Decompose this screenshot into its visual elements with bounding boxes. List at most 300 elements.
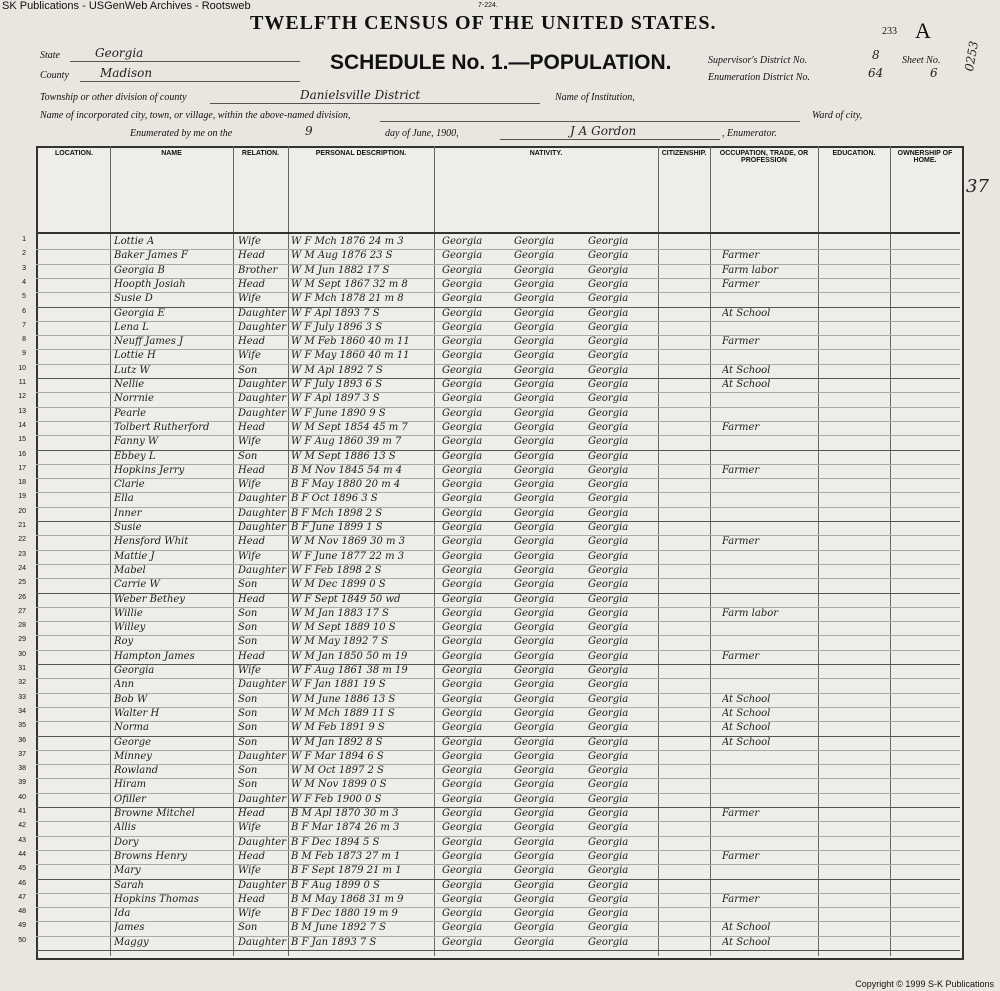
personal-description: W F July 1893 6 S — [291, 379, 383, 390]
birthplace-father: Georgia — [514, 450, 555, 462]
enumerator-label: , Enumerator. — [722, 128, 777, 139]
birthplace-person: Georgia — [442, 493, 483, 505]
personal-description: B M June 1892 7 S — [291, 922, 386, 934]
personal-description: W F Mch 1876 24 m 3 — [291, 236, 404, 247]
birthplace-mother: Georgia — [588, 350, 629, 362]
birthplace-person: Georgia — [442, 722, 483, 734]
birthplace-mother: Georgia — [588, 321, 629, 333]
birthplace-father: Georgia — [514, 264, 555, 276]
relation: Son — [238, 922, 258, 934]
birthplace-mother: Georgia — [588, 850, 629, 862]
personal-description: W M Sept 1886 13 S — [291, 450, 396, 462]
birthplace-mother: Georgia — [588, 636, 629, 648]
birthplace-person: Georgia — [442, 736, 483, 748]
birthplace-mother: Georgia — [588, 307, 629, 319]
row-number: 42 — [18, 822, 26, 830]
birthplace-person: Georgia — [442, 636, 483, 648]
relation: Son — [238, 450, 258, 462]
row-number: 48 — [18, 908, 26, 916]
birthplace-mother: Georgia — [588, 865, 629, 877]
birthplace-mother: Georgia — [588, 936, 629, 948]
birthplace-father: Georgia — [514, 379, 555, 390]
occupation: At School — [722, 379, 771, 390]
birthplace-father: Georgia — [514, 793, 555, 805]
row-number: 2 — [22, 250, 26, 258]
birthplace-father: Georgia — [514, 350, 555, 362]
person-name: Hiram — [114, 779, 147, 791]
person-name: Willey — [114, 622, 146, 634]
birthplace-father: Georgia — [514, 336, 555, 348]
relation: Head — [238, 893, 266, 905]
row-number: 15 — [18, 436, 26, 444]
relation: Daughter — [238, 393, 286, 405]
birthplace-person: Georgia — [442, 707, 483, 719]
sheet-value: 6 — [930, 66, 938, 80]
sheet-letter: A — [915, 18, 931, 43]
birthplace-father: Georgia — [514, 436, 555, 448]
birthplace-mother: Georgia — [588, 593, 629, 605]
row-number: 14 — [18, 421, 26, 429]
birthplace-person: Georgia — [442, 564, 483, 576]
person-name: Norrnie — [114, 393, 154, 405]
birthplace-person: Georgia — [442, 264, 483, 276]
birthplace-person: Georgia — [442, 607, 483, 619]
row-number: 8 — [22, 336, 26, 344]
person-name: Carrie W — [114, 579, 160, 591]
birthplace-father: Georgia — [514, 836, 555, 848]
birthplace-mother: Georgia — [588, 808, 629, 819]
stamp-number: 0253 — [962, 39, 982, 73]
row-number: 22 — [18, 536, 26, 544]
personal-description: B M Feb 1873 27 m 1 — [291, 850, 401, 862]
relation: Wife — [238, 550, 261, 562]
birthplace-mother: Georgia — [588, 722, 629, 734]
person-name: Roy — [114, 636, 134, 648]
person-name: Neuff James J — [114, 336, 184, 348]
personal-description: W M Dec 1899 0 S — [291, 579, 386, 591]
row-number: 35 — [18, 722, 26, 730]
enumeration-label: Enumeration District No. — [708, 72, 810, 83]
birthplace-father: Georgia — [514, 736, 555, 748]
schedule-title: SCHEDULE No. 1.—POPULATION. — [330, 51, 672, 74]
relation: Head — [238, 808, 266, 819]
site-header: SK Publications - USGenWeb Archives - Rootsweb — [2, 0, 251, 12]
personal-description: W M Sept 1854 45 m 7 — [291, 421, 408, 433]
relation: Head — [238, 336, 266, 348]
row-number: 9 — [22, 350, 26, 358]
birthplace-father: Georgia — [514, 236, 555, 247]
row-number: 23 — [18, 550, 26, 558]
relation: Daughter — [238, 379, 286, 390]
birthplace-father: Georgia — [514, 564, 555, 576]
relation: Wife — [238, 293, 261, 305]
personal-description: W M Feb 1891 9 S — [291, 722, 385, 734]
person-name: Sarah — [114, 879, 144, 891]
birthplace-father: Georgia — [514, 364, 555, 376]
birthplace-father: Georgia — [514, 722, 555, 734]
section-personal: PERSONAL DESCRIPTION. — [315, 150, 407, 157]
birthplace-mother: Georgia — [588, 436, 629, 448]
row-number: 31 — [18, 665, 26, 672]
person-name: Mattie J — [114, 550, 155, 562]
row-number: 47 — [18, 893, 26, 901]
personal-description: W F Feb 1900 0 S — [291, 793, 382, 805]
section-education: EDUCATION. — [832, 150, 876, 157]
personal-description: W F Mch 1878 21 m 8 — [291, 293, 404, 305]
township-label: Township or other division of county — [40, 92, 187, 103]
relation: Wife — [238, 822, 261, 834]
person-name: Hensford Whit — [114, 536, 189, 548]
margin-note: 37 — [966, 176, 989, 197]
row-number: 25 — [18, 579, 26, 587]
birthplace-father: Georgia — [514, 922, 555, 934]
row-number: 21 — [18, 522, 26, 529]
person-name: Ella — [114, 493, 134, 505]
personal-description: W F July 1896 3 S — [291, 321, 383, 333]
person-name: Lottie A — [114, 236, 155, 247]
birthplace-mother: Georgia — [588, 665, 629, 676]
birthplace-person: Georgia — [442, 379, 483, 390]
birthplace-person: Georgia — [442, 522, 483, 533]
section-relation: RELATION. — [241, 150, 280, 157]
personal-description: W M Jan 1883 17 S — [291, 607, 389, 619]
relation: Wife — [238, 665, 261, 676]
personal-description: W M Sept 1867 32 m 8 — [291, 278, 408, 290]
row-number: 18 — [18, 479, 26, 487]
birthplace-father: Georgia — [514, 707, 555, 719]
personal-description: B M May 1868 31 m 9 — [291, 893, 404, 905]
relation: Head — [238, 464, 266, 476]
personal-description: W F Jan 1881 19 S — [291, 679, 386, 691]
row-number: 26 — [18, 593, 26, 601]
birthplace-mother: Georgia — [588, 364, 629, 376]
occupation: Farmer — [722, 250, 760, 262]
personal-description: B F Mar 1874 26 m 3 — [291, 822, 400, 834]
birthplace-mother: Georgia — [588, 507, 629, 519]
day-value: 9 — [305, 124, 313, 138]
birthplace-person: Georgia — [442, 808, 483, 819]
birthplace-mother: Georgia — [588, 421, 629, 433]
personal-description: W M Jan 1850 50 m 19 — [291, 650, 408, 662]
person-name: Lottie H — [114, 350, 156, 362]
personal-description: W M Apl 1892 7 S — [291, 364, 383, 376]
birthplace-person: Georgia — [442, 507, 483, 519]
personal-description: W M May 1892 7 S — [291, 636, 388, 648]
section-name: NAME — [161, 150, 182, 157]
birthplace-mother: Georgia — [588, 922, 629, 934]
person-name: Pearle — [114, 407, 147, 419]
birthplace-person: Georgia — [442, 336, 483, 348]
birthplace-father: Georgia — [514, 779, 555, 791]
birthplace-father: Georgia — [514, 650, 555, 662]
birthplace-person: Georgia — [442, 393, 483, 405]
personal-description: W M Mch 1889 11 S — [291, 707, 395, 719]
occupation: Farmer — [722, 464, 760, 476]
birthplace-person: Georgia — [442, 350, 483, 362]
personal-description: W F Feb 1898 2 S — [291, 564, 382, 576]
day-of-label: day of June, 1900, — [385, 128, 459, 139]
relation: Daughter — [238, 321, 286, 333]
birthplace-mother: Georgia — [588, 236, 629, 247]
birthplace-person: Georgia — [442, 679, 483, 691]
personal-description: B F Mch 1898 2 S — [291, 507, 383, 519]
birthplace-father: Georgia — [514, 493, 555, 505]
row-number: 30 — [18, 650, 26, 658]
row-number: 43 — [18, 836, 26, 844]
birthplace-father: Georgia — [514, 293, 555, 305]
birthplace-father: Georgia — [514, 665, 555, 676]
birthplace-person: Georgia — [442, 236, 483, 247]
person-name: Mabel — [114, 564, 146, 576]
birthplace-father: Georgia — [514, 479, 555, 491]
state-label: State — [40, 50, 60, 61]
row-number: 11 — [18, 379, 26, 386]
occupation: Farmer — [722, 650, 760, 662]
row-number: 1 — [22, 236, 26, 243]
page-number: 233 — [882, 26, 897, 37]
birthplace-father: Georgia — [514, 622, 555, 634]
personal-description: B M Nov 1845 54 m 4 — [291, 464, 403, 476]
birthplace-person: Georgia — [442, 779, 483, 791]
relation: Daughter — [238, 522, 286, 533]
birthplace-person: Georgia — [442, 536, 483, 548]
personal-description: W F Aug 1861 38 m 19 — [291, 665, 408, 676]
birthplace-mother: Georgia — [588, 522, 629, 533]
birthplace-father: Georgia — [514, 865, 555, 877]
occupation: At School — [722, 722, 771, 734]
birthplace-mother: Georgia — [588, 908, 629, 920]
relation: Daughter — [238, 564, 286, 576]
relation: Wife — [238, 236, 261, 247]
birthplace-father: Georgia — [514, 393, 555, 405]
enumeration-value: 64 — [868, 66, 884, 80]
person-name: Rowland — [114, 765, 159, 777]
birthplace-mother: Georgia — [588, 622, 629, 634]
personal-description: W F Aug 1860 39 m 7 — [291, 436, 402, 448]
row-number: 5 — [22, 293, 26, 301]
birthplace-mother: Georgia — [588, 650, 629, 662]
personal-description: B F Oct 1896 3 S — [291, 493, 378, 505]
relation: Son — [238, 579, 258, 591]
personal-description: W F Sept 1849 50 wd — [291, 593, 401, 605]
relation: Daughter — [238, 793, 286, 805]
row-number: 32 — [18, 679, 26, 687]
section-nativity: NATIVITY. — [529, 150, 563, 157]
row-number: 36 — [18, 736, 26, 744]
birthplace-father: Georgia — [514, 765, 555, 777]
row-number: 46 — [18, 879, 26, 887]
birthplace-mother: Georgia — [588, 407, 629, 419]
birthplace-father: Georgia — [514, 507, 555, 519]
birthplace-mother: Georgia — [588, 250, 629, 262]
person-name: Maggy — [114, 936, 149, 948]
birthplace-mother: Georgia — [588, 836, 629, 848]
birthplace-person: Georgia — [442, 407, 483, 419]
birthplace-person: Georgia — [442, 922, 483, 934]
personal-description: W F June 1890 9 S — [291, 407, 386, 419]
relation: Son — [238, 736, 258, 748]
person-name: Fanny W — [114, 436, 159, 448]
relation: Daughter — [238, 936, 286, 948]
personal-description: B F Dec 1894 5 S — [291, 836, 380, 848]
relation: Daughter — [238, 879, 286, 891]
birthplace-father: Georgia — [514, 879, 555, 891]
personal-description: W F June 1877 22 m 3 — [291, 550, 405, 562]
relation: Son — [238, 607, 258, 619]
relation: Head — [238, 536, 266, 548]
birthplace-person: Georgia — [442, 865, 483, 877]
row-number: 37 — [18, 750, 26, 758]
relation: Son — [238, 779, 258, 791]
birthplace-person: Georgia — [442, 793, 483, 805]
personal-description: W F Apl 1893 7 S — [291, 307, 380, 319]
birthplace-person: Georgia — [442, 593, 483, 605]
relation: Daughter — [238, 679, 286, 691]
birthplace-mother: Georgia — [588, 278, 629, 290]
person-name: Minney — [114, 750, 152, 762]
row-number: 45 — [18, 865, 26, 873]
person-name: Browns Henry — [114, 850, 187, 862]
enumerated-label: Enumerated by me on the — [130, 128, 233, 139]
relation: Daughter — [238, 750, 286, 762]
relation: Son — [238, 765, 258, 777]
birthplace-mother: Georgia — [588, 679, 629, 691]
relation: Wife — [238, 436, 261, 448]
birthplace-person: Georgia — [442, 650, 483, 662]
relation: Brother — [238, 264, 278, 276]
person-name: Ofiller — [114, 793, 146, 805]
row-number: 39 — [18, 779, 26, 787]
birthplace-mother: Georgia — [588, 450, 629, 462]
relation: Head — [238, 650, 266, 662]
section-occupation: OCCUPATION, TRADE, OR PROFESSION — [719, 150, 809, 164]
birthplace-person: Georgia — [442, 550, 483, 562]
birthplace-mother: Georgia — [588, 336, 629, 348]
row-number: 17 — [18, 464, 26, 472]
birthplace-mother: Georgia — [588, 693, 629, 705]
row-number: 29 — [18, 636, 26, 644]
relation: Daughter — [238, 307, 286, 319]
person-name: Lutz W — [114, 364, 150, 376]
birthplace-person: Georgia — [442, 879, 483, 891]
person-name: James — [114, 922, 145, 934]
birthplace-father: Georgia — [514, 278, 555, 290]
birthplace-mother: Georgia — [588, 750, 629, 762]
row-number: 44 — [18, 850, 26, 858]
occupation: At School — [722, 307, 771, 319]
birthplace-father: Georgia — [514, 407, 555, 419]
birthplace-mother: Georgia — [588, 550, 629, 562]
occupation: At School — [722, 936, 771, 948]
relation: Son — [238, 722, 258, 734]
row-number: 10 — [18, 364, 26, 372]
birthplace-father: Georgia — [514, 607, 555, 619]
birthplace-father: Georgia — [514, 536, 555, 548]
relation: Head — [238, 278, 266, 290]
birthplace-father: Georgia — [514, 579, 555, 591]
person-name: Hopkins Thomas — [114, 893, 199, 905]
birthplace-person: Georgia — [442, 765, 483, 777]
birthplace-person: Georgia — [442, 665, 483, 676]
person-name: Allis — [114, 822, 136, 834]
person-name: Ida — [114, 908, 131, 920]
incorporated-label: Name of incorporated city, town, or village, within the above-named division, — [40, 110, 351, 121]
birthplace-father: Georgia — [514, 893, 555, 905]
row-number: 12 — [18, 393, 26, 401]
birthplace-person: Georgia — [442, 622, 483, 634]
row-number: 40 — [18, 793, 26, 801]
birthplace-person: Georgia — [442, 250, 483, 262]
birthplace-person: Georgia — [442, 936, 483, 948]
birthplace-person: Georgia — [442, 693, 483, 705]
birthplace-mother: Georgia — [588, 765, 629, 777]
birthplace-father: Georgia — [514, 636, 555, 648]
personal-description: B F Jan 1893 7 S — [291, 936, 377, 948]
occupation: Farmer — [722, 850, 760, 862]
census-title: TWELFTH CENSUS OF THE UNITED STATES. — [250, 12, 717, 34]
birthplace-mother: Georgia — [588, 793, 629, 805]
section-location: LOCATION. — [55, 150, 93, 157]
row-number: 13 — [18, 407, 26, 415]
birthplace-mother: Georgia — [588, 707, 629, 719]
person-name: Georgia E — [114, 307, 165, 319]
row-number: 34 — [18, 707, 26, 715]
county-label: County — [40, 70, 69, 81]
occupation: At School — [722, 364, 771, 376]
ward-label: Ward of city, — [812, 110, 863, 121]
row-number: 16 — [18, 450, 26, 458]
personal-description: W F Mar 1894 6 S — [291, 750, 384, 762]
birthplace-father: Georgia — [514, 250, 555, 262]
birthplace-father: Georgia — [514, 750, 555, 762]
personal-description: W M Sept 1889 10 S — [291, 622, 396, 634]
birthplace-person: Georgia — [442, 436, 483, 448]
personal-description: B F May 1880 20 m 4 — [291, 479, 401, 491]
person-name: Mary — [114, 865, 141, 877]
row-number: 41 — [18, 808, 26, 815]
relation: Son — [238, 707, 258, 719]
relation: Daughter — [238, 493, 286, 505]
person-name: Dory — [114, 836, 139, 848]
personal-description: W M Nov 1869 30 m 3 — [291, 536, 406, 548]
birthplace-mother: Georgia — [588, 607, 629, 619]
birthplace-mother: Georgia — [588, 736, 629, 748]
relation: Daughter — [238, 836, 286, 848]
row-number: 6 — [22, 307, 26, 315]
birthplace-father: Georgia — [514, 464, 555, 476]
person-name: Susie — [114, 522, 142, 533]
birthplace-mother: Georgia — [588, 893, 629, 905]
birthplace-person: Georgia — [442, 450, 483, 462]
person-name: Ann — [114, 679, 135, 691]
personal-description: W M Feb 1860 40 m 11 — [291, 336, 410, 348]
relation: Wife — [238, 479, 261, 491]
relation: Son — [238, 364, 258, 376]
row-number: 50 — [18, 936, 26, 944]
occupation: At School — [722, 922, 771, 934]
birthplace-mother: Georgia — [588, 493, 629, 505]
relation: Wife — [238, 908, 261, 920]
occupation: Farmer — [722, 536, 760, 548]
section-citizenship: CITIZENSHIP. — [661, 150, 707, 157]
supervisor-label: Supervisor's District No. — [708, 55, 808, 66]
enumerator-value: J A Gordon — [570, 124, 637, 138]
personal-description: B M Apl 1870 30 m 3 — [291, 808, 399, 819]
birthplace-mother: Georgia — [588, 393, 629, 405]
birthplace-father: Georgia — [514, 822, 555, 834]
relation: Head — [238, 421, 266, 433]
occupation: At School — [722, 693, 771, 705]
